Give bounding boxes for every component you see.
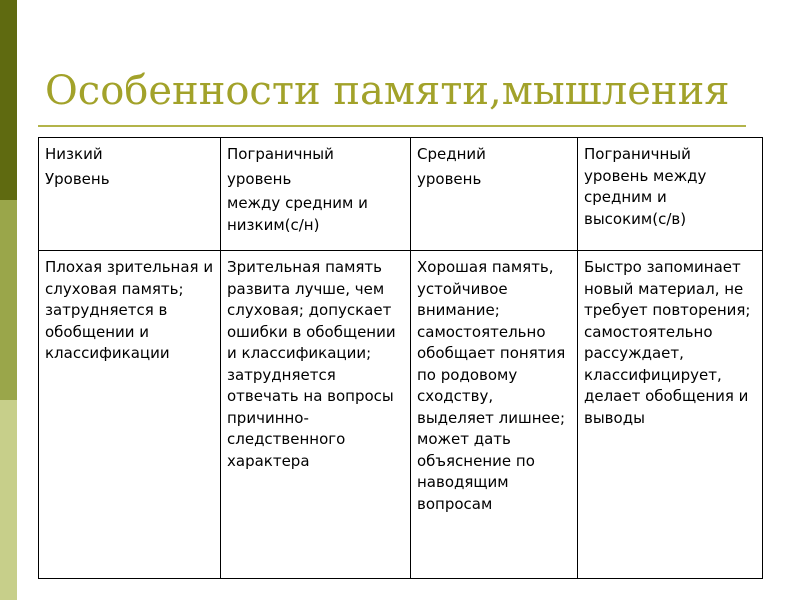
- header-mid-line1: Средний: [417, 145, 486, 163]
- sidebar-accent-dark: [0, 0, 17, 200]
- slide-title: Особенности памяти,мышления: [45, 68, 730, 114]
- title-underline: [38, 125, 746, 127]
- header-bl-line2: уровень: [227, 169, 292, 188]
- header-bl-line1: Пограничный: [227, 145, 334, 163]
- header-cell-borderline-mid-high: [578, 138, 763, 251]
- comparison-table: [38, 137, 763, 579]
- header-cell-medium: [411, 138, 578, 251]
- header-cell-borderline-low-mid: [221, 138, 411, 251]
- header-low-line1: Низкий: [45, 145, 103, 163]
- header-mid-line2: уровень: [417, 169, 482, 188]
- sidebar-accent-light: [0, 400, 17, 600]
- header-cell-low: [39, 138, 221, 251]
- header-low-line2: Уровень: [45, 169, 110, 188]
- table-header-row: [39, 138, 763, 251]
- cell-borderline-low-mid-description: Зрительная память развита лучше, чем слуховая; допускает ошибки в обобщении и классификации; затрудняется отвечать на вопросы причинно-следственного характера: [221, 251, 411, 579]
- cell-borderline-mid-high-description: Быстро запоминает новый материал, не требует повторения; самостоятельно рассуждает, классифицирует, делает обобщения и выводы: [578, 251, 763, 579]
- table-row: [39, 251, 763, 579]
- cell-medium-description: Хорошая память, устойчивое внимание; самостоятельно обобщает понятия по родовому сходству, выделяет лишнее; может дать объяснение по наводящим вопросам: [411, 251, 578, 579]
- cell-low-description: Плохая зрительная и слуховая память; затрудняется в обобщении и классификации: [39, 251, 221, 579]
- header-bh-line1: Пограничный уровень между средним и высоким(с/в): [584, 145, 707, 228]
- header-bl-line3: между средним и низким(с/н): [227, 194, 368, 234]
- sidebar-accent-medium: [0, 200, 17, 400]
